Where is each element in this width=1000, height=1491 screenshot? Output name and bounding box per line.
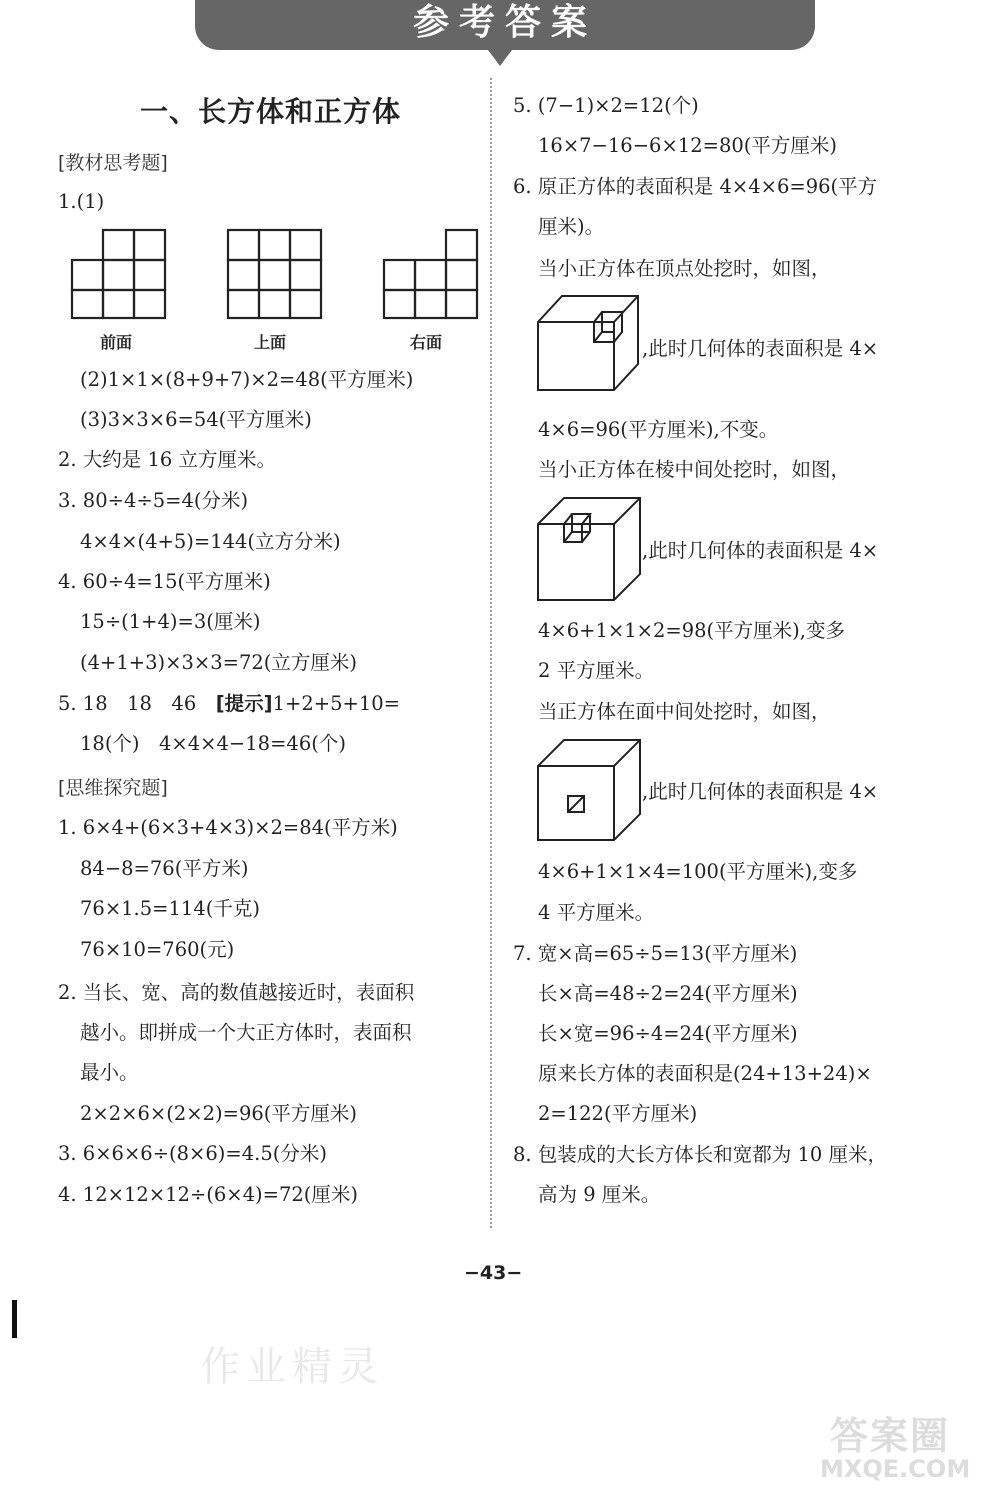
cube-face-cut-figure xyxy=(536,738,646,842)
answer-line: 16×7−16−6×12=80(平方厘米) xyxy=(538,134,837,157)
answer-line: ,此时几何体的表面积是 4× xyxy=(642,780,879,803)
cube-edge-cut-figure xyxy=(536,494,646,602)
answer-line: 2×2×6×(2×2)=96(平方厘米) xyxy=(80,1102,357,1125)
view-label-front: 前面 xyxy=(100,333,133,352)
answer-line: (3)3×3×6=54(平方厘米) xyxy=(80,408,312,431)
answer-line: 当正方体在面中间处挖时，如图， xyxy=(538,700,831,723)
answer-line: (2)1×1×(8+9+7)×2=48(平方厘米) xyxy=(80,368,414,391)
answer-line: 3. 6×6×6÷(8×6)=4.5(分米) xyxy=(58,1142,327,1165)
answer-line: ,此时几何体的表面积是 4× xyxy=(642,539,879,562)
view-label-right: 右面 xyxy=(410,333,443,352)
answer-line: 越小。即拼成一个大正方体时，表面积 xyxy=(80,1021,412,1044)
view-label-top: 上面 xyxy=(254,333,287,352)
answer-line: 2=122(平方厘米) xyxy=(538,1102,698,1125)
top-view-figure xyxy=(226,228,326,320)
watermark-logo: 答案圈 xyxy=(830,1414,951,1458)
answer-line: 2. 大约是 16 立方厘米。 xyxy=(58,448,277,471)
answer-line: 15÷(1+4)=3(厘米) xyxy=(80,610,261,633)
answer-line: 4×6=96(平方厘米),不变。 xyxy=(538,418,779,441)
section-heading-textbook: [教材思考题] xyxy=(58,152,168,174)
answer-line xyxy=(58,690,400,718)
chapter-title: 一、长方体和正方体 xyxy=(140,95,402,128)
answer-line: 厘米)。 xyxy=(538,215,605,238)
answer-line: 4×6+1×1×2=98(平方厘米),变多 xyxy=(538,619,845,642)
answer-line: 长×宽=96÷4=24(平方厘米) xyxy=(538,1022,798,1045)
answer-line: 1.(1) xyxy=(58,190,105,213)
answer-line: 当小正方体在棱中间处挖时，如图， xyxy=(538,458,851,481)
answer-line: 1. 6×4+(6×3+4×3)×2=84(平方米) xyxy=(58,816,398,839)
answer-text: 5. 18 18 46 xyxy=(58,692,216,715)
answer-line: 76×1.5=114(千克) xyxy=(80,897,260,920)
watermark-url: MXQE.COM xyxy=(820,1455,971,1483)
watermark-bottom-left: 作业精灵 xyxy=(200,1344,384,1390)
answer-line: 3. 80÷4÷5=4(分米) xyxy=(58,489,249,512)
answer-line: 高为 9 厘米。 xyxy=(538,1183,661,1206)
front-view-figure xyxy=(70,228,170,320)
answer-line: 4. 60÷4=15(平方厘米) xyxy=(58,570,271,593)
answer-line: 4. 12×12×12÷(6×4)=72(厘米) xyxy=(58,1183,358,1206)
answer-line: 8. 包装成的大长方体长和宽都为 10 厘米， xyxy=(513,1143,888,1166)
header-banner xyxy=(195,0,815,50)
answer-line: 原来长方体的表面积是(24+13+24)× xyxy=(538,1062,872,1085)
answer-line: 2. 当长、宽、高的数值越接近时，表面积 xyxy=(58,981,415,1004)
answer-line: 4×4×(4+5)=144(立方分米) xyxy=(80,530,341,553)
scan-margin-mark xyxy=(12,1300,17,1338)
answer-line: 76×10=760(元) xyxy=(80,938,235,961)
answer-line: 6. 原正方体的表面积是 4×4×6=96(平方 xyxy=(513,175,878,198)
answer-line: 当小正方体在顶点处挖时，如图， xyxy=(538,257,831,280)
answer-line: 4 平方厘米。 xyxy=(538,901,655,924)
answer-line: 84−8=76(平方米) xyxy=(80,857,249,880)
page-number: −43− xyxy=(464,1262,523,1284)
answer-text: 1+2+5+10= xyxy=(272,692,400,715)
hint-label: [提示] xyxy=(215,692,273,715)
answer-line: 2 平方厘米。 xyxy=(538,659,655,682)
column-divider xyxy=(490,78,492,1228)
banner-pointer xyxy=(488,50,512,66)
answer-line: 7. 宽×高=65÷5=13(平方厘米) xyxy=(513,942,798,965)
answer-line: (4+1+3)×3×3=72(立方厘米) xyxy=(80,651,357,674)
answer-line: 长×高=48÷2=24(平方厘米) xyxy=(538,982,798,1005)
answer-line: 18(个) 4×4×4−18=46(个) xyxy=(80,732,346,755)
answer-line: 最小。 xyxy=(80,1061,139,1084)
answer-line: 4×6+1×1×4=100(平方厘米),变多 xyxy=(538,860,858,883)
answer-line: ,此时几何体的表面积是 4× xyxy=(642,337,879,360)
right-view-figure xyxy=(382,228,482,320)
answer-line: 5. (7−1)×2=12(个) xyxy=(513,94,699,117)
cube-corner-cut-figure xyxy=(536,292,646,392)
banner-title: 参考答案 xyxy=(412,1,597,43)
section-heading-thinking: [思维探究题] xyxy=(58,777,168,799)
